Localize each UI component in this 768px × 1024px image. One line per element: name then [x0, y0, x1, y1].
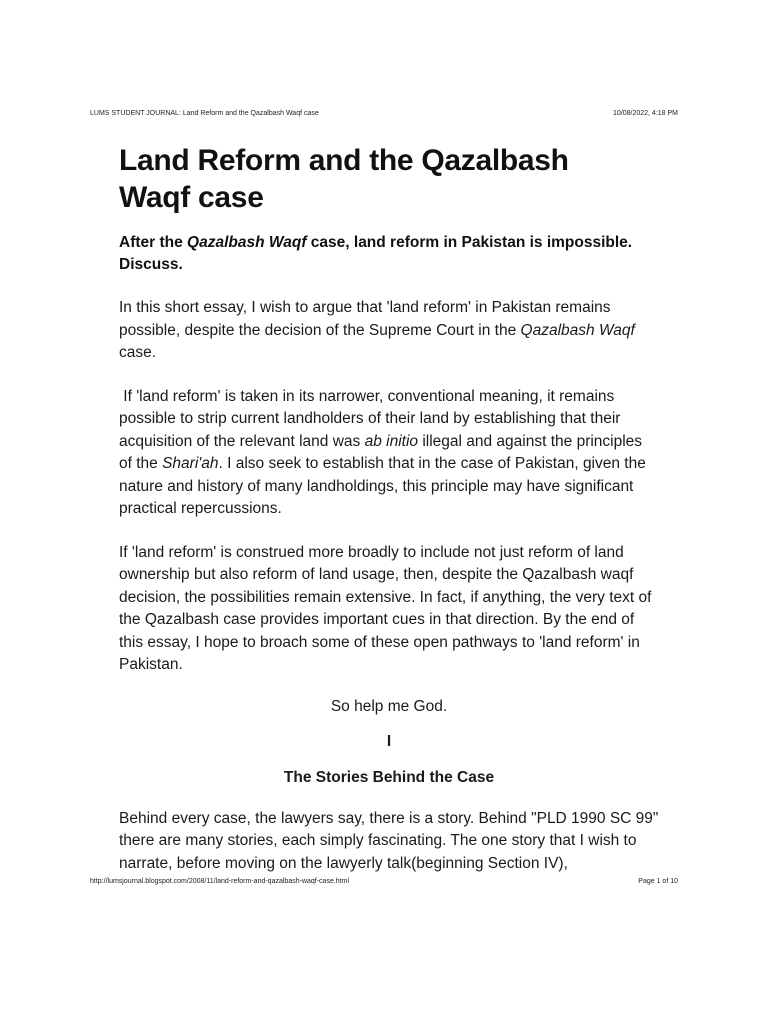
print-footer-page-number: Page 1 of 10 [638, 878, 678, 885]
section-numeral: I [386, 733, 392, 750]
paragraph-1-pre: In this short essay, I wish to argue that 'land reform' in Pakistan remains possible, despite the decision of the Supreme Court in the [119, 299, 611, 339]
paragraph-1-post: case. [119, 344, 157, 361]
paragraph-2-c: . I also seek to establish that in the case of Pakistan, given the nature and history of many landholdings, this principle may have significant practical repercussions. [119, 455, 646, 517]
print-header [90, 110, 678, 117]
print-header-timestamp: 10/08/2022, 4:18 PM [613, 110, 678, 117]
paragraph-2-a: If 'land reform' is taken in its narrower, conventional meaning, it remains possible to strip current landholders of their land by establishing that their acquisition of the relevant land was [119, 387, 625, 450]
subtitle-text-italic: Qazalbash Waqf [187, 234, 307, 251]
article-title [119, 142, 659, 216]
paragraph-3: If 'land reform' is construed more broadly to include not just reform of land ownership but also reform of land usage, then, despite the Qazalbash waqf decision, the possibilities remain extensive. In fact, if anything, the very text of the Qazalbash case provides important cues in that direction. By the end of this essay, I hope to broach some of these open pathways to 'land reform' in Pakistan. [119, 543, 652, 673]
article-subtitle [119, 232, 659, 276]
paragraph-4: Behind every case, the lawyers say, there is a story. Behind "PLD 1990 SC 99" there are many stories, each simply fascinating. The one story that I wish to narrate, before moving on the lawyerly talk(beginning Section IV), [119, 809, 659, 872]
subtitle-text-post: case, land reform in Pakistan is impossible. Discuss. [119, 234, 633, 273]
paragraph-2-italic-1: ab initio [364, 432, 419, 450]
section-heading: The Stories Behind the Case [283, 768, 495, 786]
article [119, 142, 659, 875]
paragraph-2-b: illegal and against the principles of the [119, 432, 643, 472]
print-footer [90, 878, 678, 885]
print-header-title: LUMS STUDENT JOURNAL: Land Reform and the Qazalbash Waqf case [90, 110, 319, 117]
print-footer-url: http://lumsjournal.blogspot.com/2008/11/land-reform-and-qazalbash-waqf-case.html [90, 878, 350, 885]
subtitle-text-pre: After the [119, 234, 188, 251]
invocation: So help me God. [330, 697, 448, 715]
article-title-line-1: Land Reform and the Qazalbash [119, 144, 569, 177]
article-title-line-2: Waqf case [119, 181, 264, 214]
paragraph-1-italic: Qazalbash Waqf [520, 321, 635, 339]
paragraph-1 [119, 297, 659, 365]
paragraph-2-italic-2: Shari'ah [162, 455, 219, 472]
paragraph-2 [119, 386, 659, 521]
